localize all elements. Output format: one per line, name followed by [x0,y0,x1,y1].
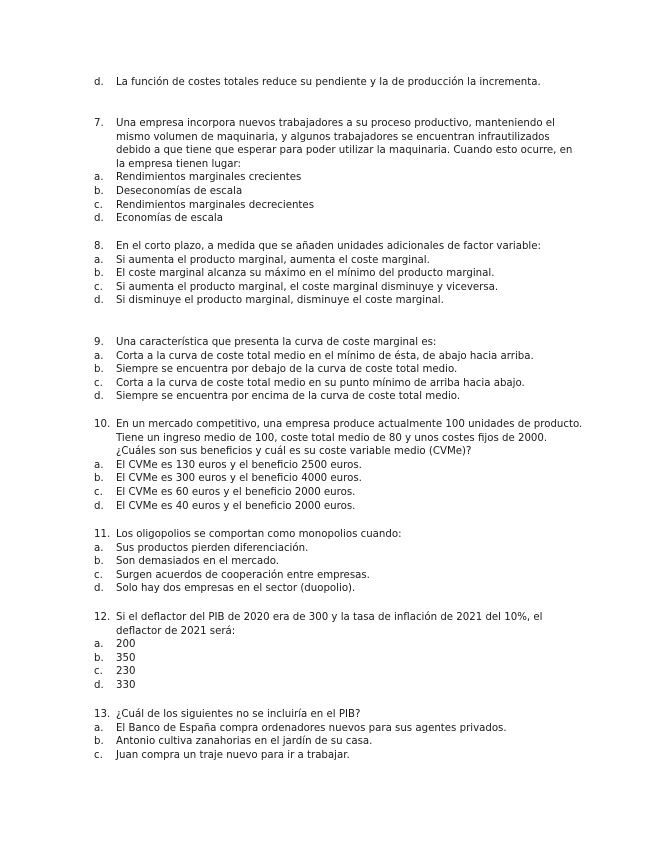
answer-option [94,459,584,473]
answer-option [94,254,584,268]
question-text: Si el deflactor del PIB de 2020 era de 300 y la tasa de inflación de 2021 del 10%, el deflactor de 2021 será: [116,612,543,637]
answer-option [94,652,584,666]
option-label: b. [94,473,104,485]
question-number: 9. [94,337,104,348]
option-label: b. [94,556,104,568]
answer-option [94,377,584,391]
option-label: d. [94,500,104,512]
answer-option [94,267,584,281]
answer-option [94,638,584,652]
option-text: Juan compra un traje nuevo para ir a trabajar. [116,749,350,761]
option-text: 350 [116,652,136,664]
option-text: Corta a la curva de coste total medio en el mínimo de ésta, de abajo hacia arriba. [116,350,534,362]
answer-option [94,76,584,90]
answer-option [94,735,584,749]
option-text: El Banco de España compra ordenadores nuevos para sus agentes privados. [116,722,507,734]
option-label: c. [94,486,103,498]
answer-option [94,542,584,556]
option-text: Siempre se encuentra por debajo de la curva de coste total medio. [116,364,458,376]
answer-option [94,363,584,377]
option-label: d. [94,391,104,403]
answer-option [94,500,584,514]
answer-option [94,665,584,679]
answer-option [94,185,584,199]
question-text: En un mercado competitivo, una empresa produce actualmente 100 unidades de producto. Tiene un ingreso medio de 100, coste total medio de 80 y unos costes fijos de 2000. ¿Cuáles son sus beneficios y cuál es su coste variable medio (CVMe)? [116,419,583,458]
option-text: 330 [116,679,136,691]
answer-option [94,199,584,213]
answer-option [94,212,584,226]
option-label: c. [94,377,103,389]
question-block [94,528,584,596]
option-label: a. [94,459,104,471]
option-text: Siempre se encuentra por encima de la curva de coste total medio. [116,391,461,403]
option-text: El CVMe es 300 euros y el beneficio 4000 euros. [116,473,362,485]
option-label: c. [94,749,103,761]
option-text: Rendimientos marginales crecientes [116,172,302,184]
option-label: a. [94,350,104,362]
option-label: d. [94,583,104,595]
question-text: Una característica que presenta la curva de coste marginal es: [116,337,437,348]
option-text: 230 [116,666,136,678]
answer-option [94,555,584,569]
option-text: Sus productos pierden diferenciación. [116,542,309,554]
option-text: El CVMe es 40 euros y el beneficio 2000 euros. [116,500,356,512]
question-stem [94,708,584,722]
option-text: Son demasiados en el mercado. [116,556,279,568]
answer-option [94,722,584,736]
option-label: d. [94,213,104,225]
option-text: Corta a la curva de coste total medio en su punto mínimo de arriba hacia abajo. [116,377,525,389]
option-text: 200 [116,639,136,651]
option-text: El CVMe es 130 euros y el beneficio 2500 euros. [116,459,362,471]
option-label: c. [94,199,103,211]
answer-option [94,294,584,308]
option-label: a. [94,639,104,651]
question-stem [94,336,584,350]
question-block [94,418,584,513]
answer-option [94,390,584,404]
question-text: Una empresa incorpora nuevos trabajadores a su proceso productivo, manteniendo el mismo volumen de maquinaria, y algunos trabajadores se encuentran infrautilizados debido a que tiene que esperar para poder utilizar la maquinaria. Cuando esto ocurre, en la empresa tienen lugar: [116,118,573,170]
question-text: Los oligopolios se comportan como monopolios cuando: [116,529,402,540]
question-text: ¿Cuál de los siguientes no se incluiría en el PIB? [116,709,361,720]
answer-option [94,472,584,486]
option-text: Deseconomías de escala [116,185,243,197]
answer-option [94,679,584,693]
option-label: b. [94,652,104,664]
question-stem [94,117,584,171]
answer-option [94,749,584,763]
option-text: Antonio cultiva zanahorias en el jardín de su casa. [116,736,373,748]
question-number: 12. [94,612,111,623]
question-text: En el corto plazo, a medida que se añaden unidades adicionales de factor variable: [116,241,541,252]
question-stem [94,528,584,542]
question-number: 13. [94,709,111,720]
option-label: c. [94,569,103,581]
question-stem [94,240,584,254]
option-text: Si aumenta el producto marginal, el coste marginal disminuye y viceversa. [116,281,499,293]
question-number: 8. [94,241,104,252]
option-text: Economías de escala [116,213,223,225]
option-label: c. [94,666,103,678]
option-label: a. [94,254,104,266]
question-stem [94,611,584,638]
answer-option [94,171,584,185]
option-text: Si aumenta el producto marginal, aumenta el coste marginal. [116,254,430,266]
option-text: Surgen acuerdos de cooperación entre empresas. [116,569,370,581]
question-stem [94,418,584,459]
option-text: Rendimientos marginales decrecientes [116,199,315,211]
option-label: d. [94,295,104,307]
question-number: 11. [94,529,111,540]
question-block [94,708,584,762]
answer-option [94,582,584,596]
option-label: a. [94,542,104,554]
question-block [94,240,584,308]
question-number: 7. [94,118,104,129]
option-text: El CVMe es 60 euros y el beneficio 2000 euros. [116,486,356,498]
answer-option [94,281,584,295]
option-label: d. [94,77,104,88]
answer-option [94,486,584,500]
question-block [94,117,584,226]
option-label: b. [94,364,104,376]
answer-option [94,569,584,583]
option-label: b. [94,736,104,748]
option-text: La función de costes totales reduce su pendiente y la de producción la incrementa. [116,77,541,88]
option-label: c. [94,281,103,293]
option-label: d. [94,679,104,691]
question-block [94,336,584,404]
question-block [94,76,584,90]
option-label: b. [94,185,104,197]
question-block [94,611,584,693]
option-label: a. [94,722,104,734]
answer-option [94,350,584,364]
option-text: El coste marginal alcanza su máximo en el mínimo del producto marginal. [116,268,495,280]
option-label: a. [94,172,104,184]
option-label: b. [94,268,104,280]
question-number: 10. [94,419,111,430]
option-text: Si disminuye el producto marginal, disminuye el coste marginal. [116,295,444,307]
option-text: Solo hay dos empresas en el sector (duopolio). [116,583,356,595]
